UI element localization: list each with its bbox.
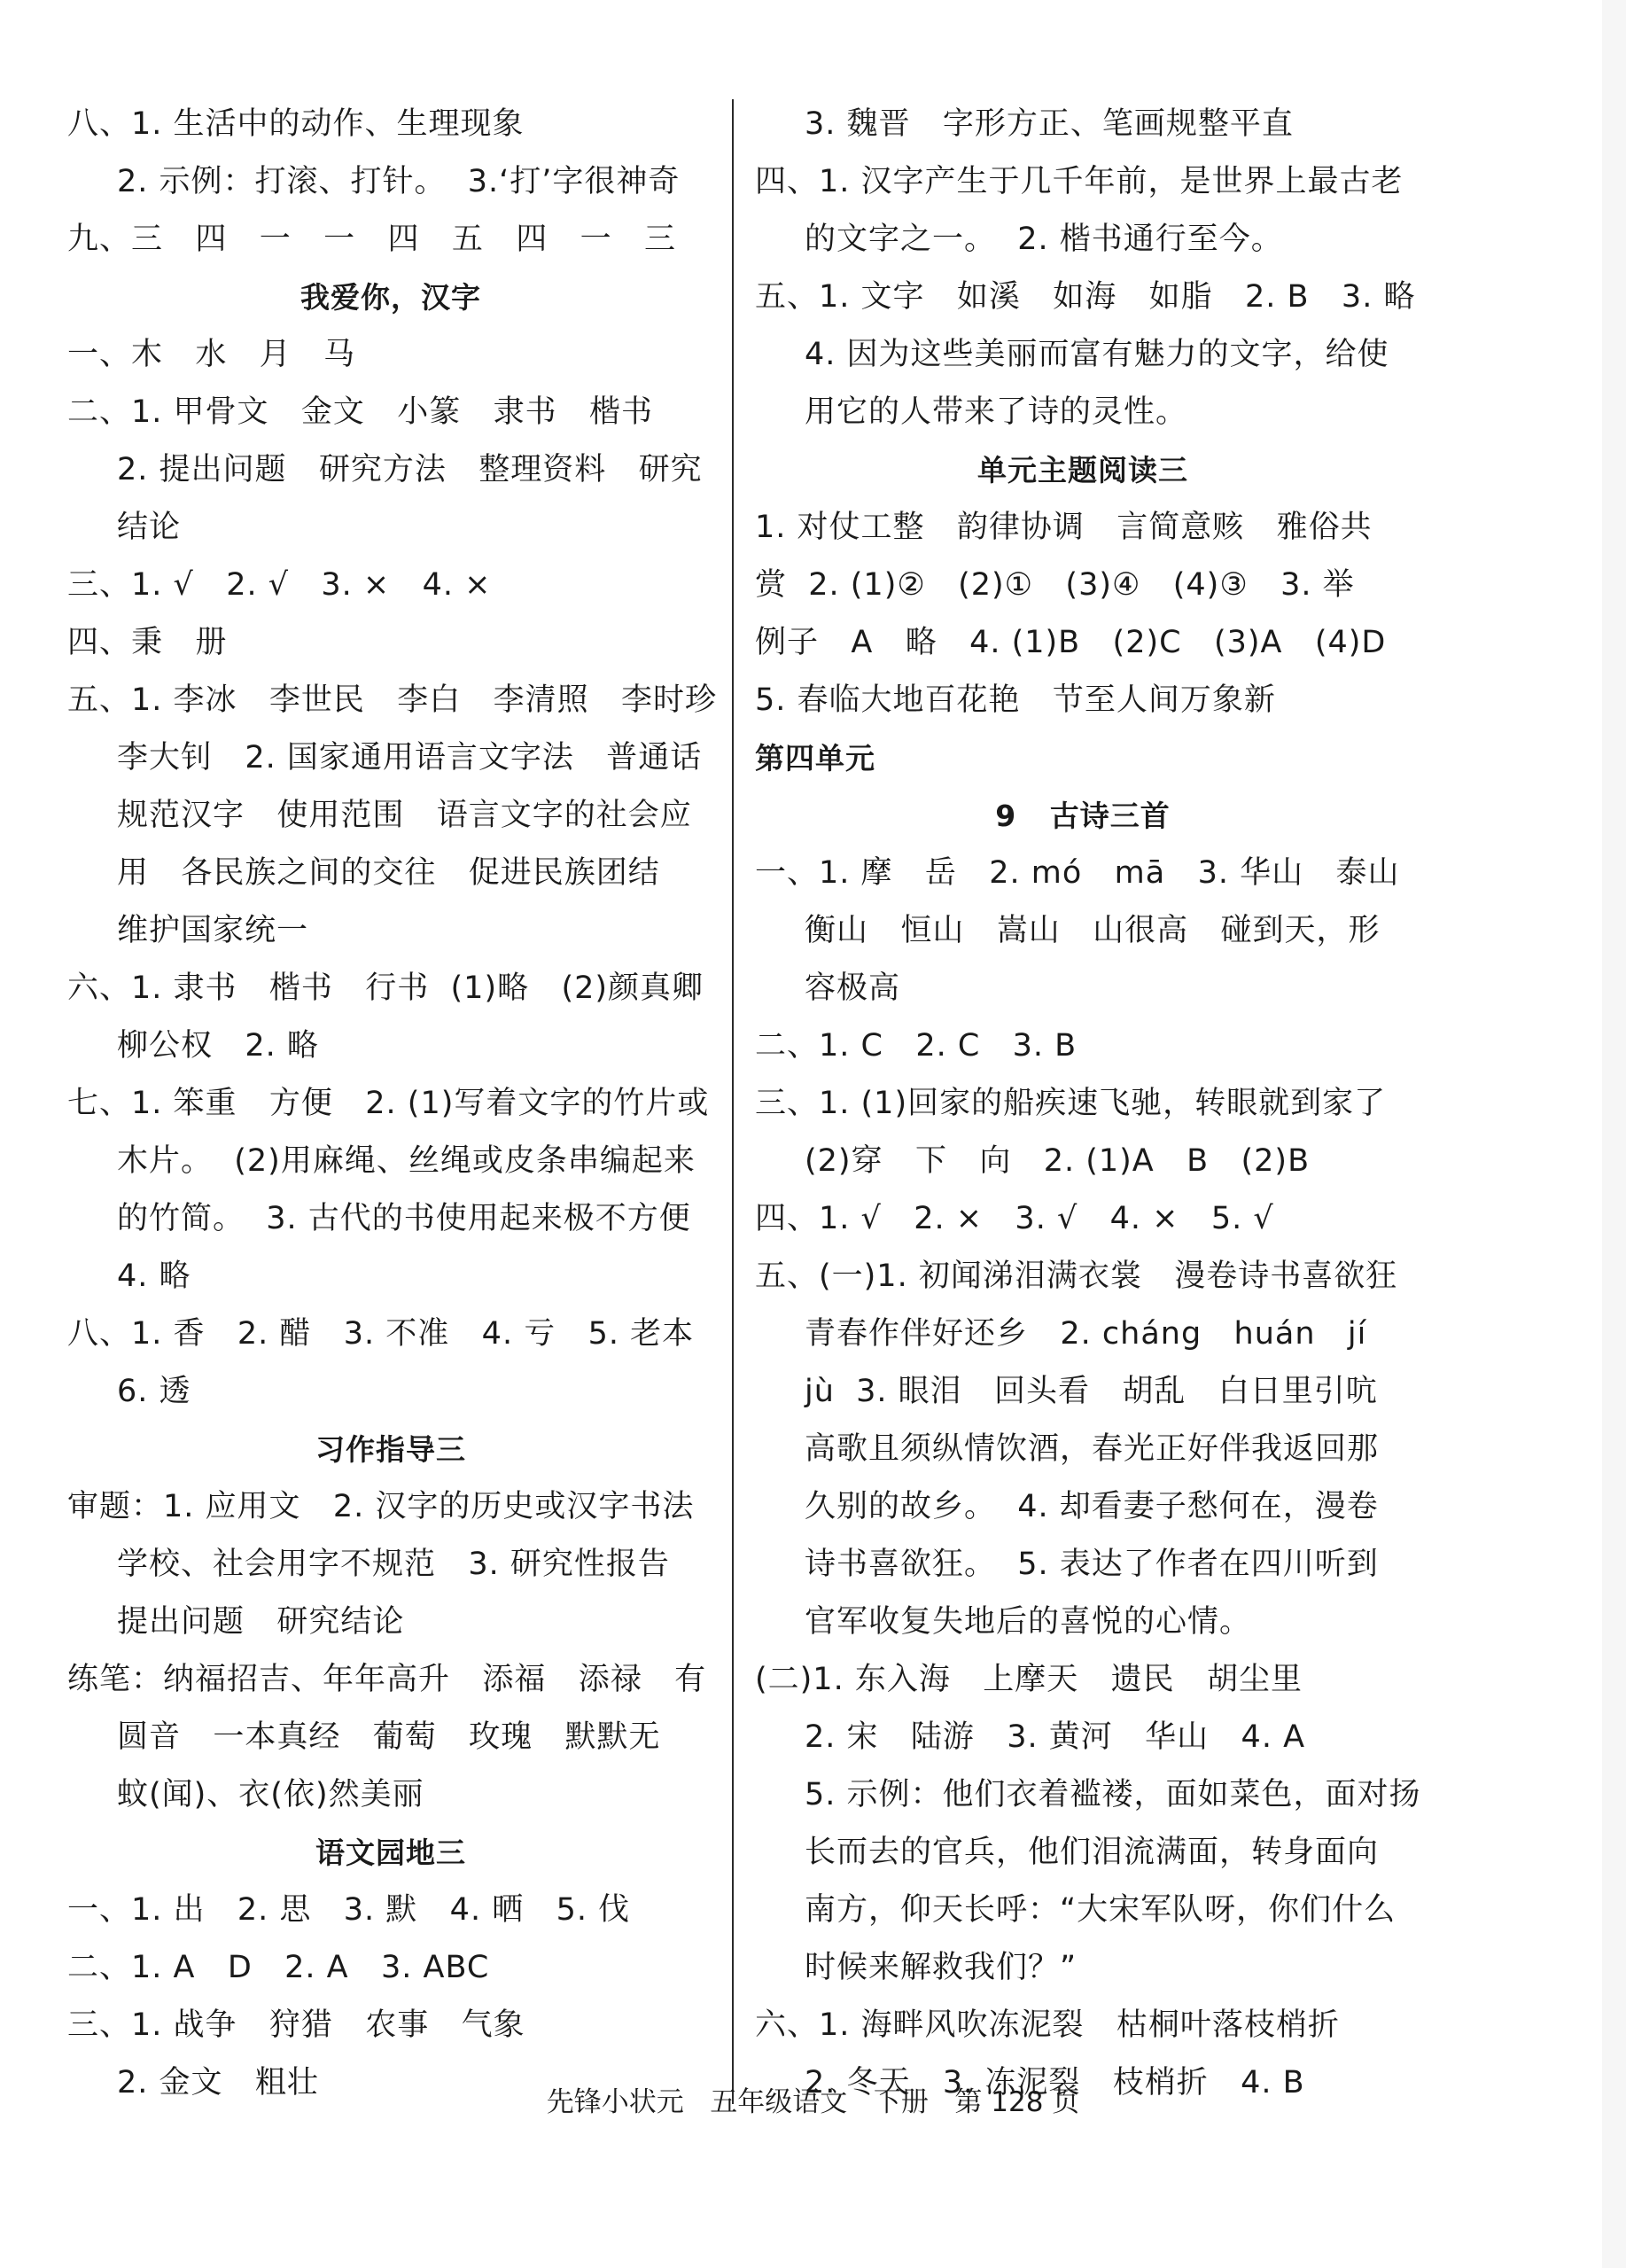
answer-line-continued: 衡山 恒山 嵩山 山很高 碰到天，形 [805,913,1381,948]
answer-line-continued: 久别的故乡。 4. 却看妻子愁何在，漫卷 [805,1489,1379,1524]
answer-line-continued: (2)穿 下 向 2. (1)A B (2)B [805,1143,1311,1179]
column-divider [732,99,734,2104]
answer-line: 三、1. √ 2. √ 3. × 4. × [67,567,492,603]
answer-line: 二、1. 甲骨文 金文 小篆 隶书 楷书 [67,394,654,430]
answer-line-continued: 2. 金文 粗壮 [117,2065,319,2100]
answer-line-continued: 高歌且须纵情饮酒，春光正好伴我返回那 [805,1431,1380,1467]
answer-line: 二、1. A D 2. A 3. ABC [67,1950,490,1985]
answer-line: 六、1. 隶书 楷书 行书 (1)略 (2)颜真卿 [67,970,704,1006]
answer-line-continued: 青春作伴好还乡 2. cháng huán jí [805,1316,1367,1352]
answer-line-continued: 2. 宋 陆游 3. 黄河 华山 4. A [805,1719,1306,1755]
answer-line: 四、1. 汉字产生于几千年前，是世界上最古老 [755,164,1404,199]
section-heading: 9 古诗三首 [995,799,1171,833]
answer-line: 五、(一)1. 初闻涕泪满衣裳 漫卷诗书喜欲狂 [755,1259,1398,1294]
unit-heading: 第四单元 [755,741,875,775]
answer-line: 八、1. 香 2. 醋 3. 不准 4. 亏 5. 老本 [67,1316,695,1352]
answer-line-continued: 6. 透 [117,1374,191,1409]
answer-line-continued: 2. 冬天 3. 冻泥裂 枝梢折 4. B [805,2065,1305,2100]
answer-line-continued: 4. 略 [117,1259,191,1294]
answer-line: 八、1. 生活中的动作、生理现象 [67,106,525,142]
answer-line-continued: 维护国家统一 [117,913,309,948]
answer-line-continued: 学校、社会用字不规范 3. 研究性报告 [117,1547,670,1582]
answer-line: 一、1. 摩 岳 2. mó mā 3. 华山 泰山 [755,855,1400,891]
answer-line-continued: 提出问题 研究结论 [117,1604,405,1640]
answer-line: 四、秉 册 [67,625,228,660]
answer-line-continued: 李大钊 2. 国家通用语言文字法 普通话 [117,740,703,775]
section-heading: 语文园地三 [315,1835,466,1870]
answer-line: 六、1. 海畔风吹冻泥裂 枯桐叶落枝梢折 [755,2007,1340,2043]
answer-line: (二)1. 东入海 上摩天 遗民 胡尘里 [755,1662,1303,1697]
page-edge [1602,0,1626,2268]
answer-line-continued: 蚊(闻)、衣(依)然美丽 [117,1777,424,1812]
answer-line-continued: 的文字之一。 2. 楷书通行至今。 [805,222,1283,257]
answer-line-continued: 结论 [117,510,182,545]
answer-line: 1. 对仗工整 韵律协调 言简意赅 雅俗共 [755,510,1373,545]
answer-line-continued: 2. 提出问题 研究方法 整理资料 研究 [117,452,703,487]
answer-line-continued: 诗书喜欲狂。 5. 表达了作者在四川听到 [805,1547,1379,1582]
answer-line: 四、1. √ 2. × 3. √ 4. × 5. √ [755,1201,1274,1236]
section-heading: 单元主题阅读三 [977,453,1188,487]
answer-line-continued: 规范汉字 使用范围 语言文字的社会应 [117,798,692,833]
answer-line-continued: 时候来解救我们？” [805,1950,1078,1985]
answer-line: 七、1. 笨重 方便 2. (1)写着文字的竹片或 [67,1086,710,1121]
answer-line-continued: 用 各民族之间的交往 促进民族团结 [117,855,660,891]
answer-line: 赏 2. (1)② (2)① (3)④ (4)③ 3. 举 [755,567,1355,603]
answer-line: 五、1. 文字 如溪 如海 如脂 2. B 3. 略 [755,279,1416,315]
answer-line: 三、1. (1)回家的船疾速飞驰，转眼就到家了 [755,1086,1387,1121]
answer-line-continued: 4. 因为这些美丽而富有魅力的文字，给使 [805,337,1389,372]
page-footer: 先锋小状元 五年级语文 下册 第 128 页 [546,2086,1080,2118]
answer-line: 五、1. 李冰 李世民 李白 李清照 李时珍 [67,682,718,718]
answer-line-continued: 3. 魏晋 字形方正、笔画规整平直 [805,106,1294,142]
right-column [755,96,1421,2112]
answer-line-continued: 用它的人带来了诗的灵性。 [805,394,1188,430]
answer-line-continued: 5. 示例：他们衣着褴褛，面如菜色，面对扬 [805,1777,1421,1812]
answer-line-continued: 的竹简。 3. 古代的书使用起来极不方便 [117,1201,691,1236]
answer-line: 一、木 水 月 马 [67,337,356,372]
section-heading: 我爱你，汉字 [300,280,481,315]
answer-line: 三、1. 战争 狩猎 农事 气象 [67,2007,525,2043]
answer-line: 5. 春临大地百花艳 节至人间万象新 [755,682,1276,718]
answer-line-continued: jù 3. 眼泪 回头看 胡乱 白日里引吭 [805,1374,1378,1409]
answer-line-continued: 柳公权 2. 略 [117,1028,319,1064]
answer-line-continued: 木片。 (2)用麻绳、丝绳或皮条串编起来 [117,1143,696,1179]
answer-line: 练笔：纳福招吉、年年高升 添福 添禄 有 [67,1662,707,1697]
answer-line: 九、三 四 一 一 四 五 四 一 三 [67,222,677,257]
answer-line-continued: 2. 示例：打滚、打针。 3.‘打’字很神奇 [117,164,681,199]
answer-line: 二、1. C 2. C 3. B [755,1028,1078,1064]
answer-line-continued: 容极高 [805,970,901,1006]
left-column [67,96,718,2112]
answer-line-continued: 长而去的官兵，他们泪流满面，转身面向 [805,1835,1380,1870]
answer-line: 审题：1. 应用文 2. 汉字的历史或汉字书法 [67,1489,695,1524]
answer-line-continued: 官军收复失地后的喜悦的心情。 [805,1604,1252,1640]
answer-line-continued: 圆音 一本真经 葡萄 玫瑰 默默无 [117,1719,661,1755]
answer-line: 一、1. 出 2. 思 3. 默 4. 晒 5. 伐 [67,1892,631,1928]
section-heading: 习作指导三 [315,1432,466,1467]
answer-line-continued: 南方，仰天长呼：“大宋军队呀，你们什么 [805,1892,1396,1928]
answer-line: 例子 A 略 4. (1)B (2)C (3)A (4)D [755,625,1387,660]
